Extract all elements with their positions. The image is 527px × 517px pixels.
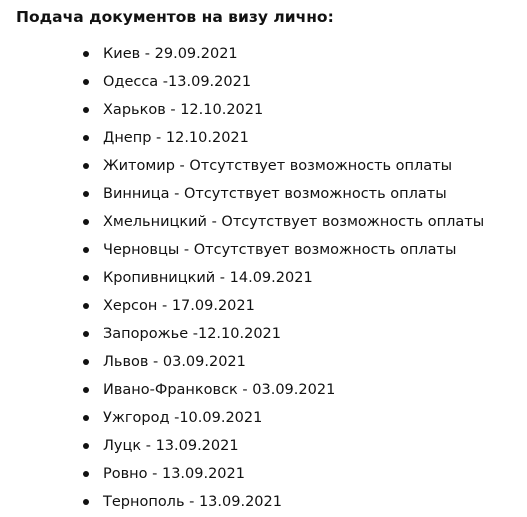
list-item <box>0 292 484 320</box>
bullet-icon <box>83 275 89 281</box>
list-item-text: Херсон - 17.09.2021 <box>103 298 255 314</box>
bullet-icon <box>83 471 89 477</box>
list-item-text: Тернополь - 13.09.2021 <box>103 494 282 510</box>
list-item <box>0 460 484 488</box>
list-item-text: Хмельницкий - Отсутствует возможность оплаты <box>103 214 485 230</box>
list-item-text: Луцк - 13.09.2021 <box>103 438 239 454</box>
list-item <box>0 488 484 516</box>
bullet-icon <box>83 135 89 141</box>
list-item <box>0 376 484 404</box>
bullet-icon <box>83 163 89 169</box>
city-date-list <box>0 40 484 516</box>
list-item-text: Ивано-Франковск - 03.09.2021 <box>103 382 336 398</box>
list-item <box>0 68 484 96</box>
list-item <box>0 96 484 124</box>
bullet-icon <box>83 443 89 449</box>
bullet-icon <box>83 415 89 421</box>
list-item <box>0 208 484 236</box>
list-item-text: Одесса -13.09.2021 <box>103 74 252 90</box>
bullet-icon <box>83 219 89 225</box>
bullet-icon <box>83 359 89 365</box>
list-item-text: Черновцы - Отсутствует возможность оплаты <box>103 242 457 258</box>
list-item <box>0 264 484 292</box>
bullet-icon <box>83 331 89 337</box>
bullet-icon <box>83 79 89 85</box>
bullet-icon <box>83 387 89 393</box>
list-item-text: Харьков - 12.10.2021 <box>103 102 264 118</box>
list-item-text: Житомир - Отсутствует возможность оплаты <box>103 158 453 174</box>
bullet-icon <box>83 107 89 113</box>
list-item <box>0 124 484 152</box>
list-item-text: Ровно - 13.09.2021 <box>103 466 245 482</box>
list-item <box>0 152 484 180</box>
list-item <box>0 236 484 264</box>
list-item <box>0 320 484 348</box>
bullet-icon <box>83 51 89 57</box>
list-item-text: Днепр - 12.10.2021 <box>103 130 249 146</box>
bullet-icon <box>83 247 89 253</box>
list-item <box>0 180 484 208</box>
list-item-text: Львов - 03.09.2021 <box>103 354 246 370</box>
list-item-text: Запорожье -12.10.2021 <box>103 326 282 342</box>
list-item <box>0 348 484 376</box>
bullet-icon <box>83 191 89 197</box>
list-item-text: Киев - 29.09.2021 <box>103 46 238 62</box>
list-item <box>0 432 484 460</box>
list-item-text: Винница - Отсутствует возможность оплаты <box>103 186 447 202</box>
bullet-icon <box>83 499 89 505</box>
list-item <box>0 404 484 432</box>
bullet-icon <box>83 303 89 309</box>
list-item-text: Кропивницкий - 14.09.2021 <box>103 270 313 286</box>
list-item-text: Ужгород -10.09.2021 <box>103 410 263 426</box>
document-heading: Подача документов на визу лично: <box>16 8 334 26</box>
list-item <box>0 40 484 68</box>
